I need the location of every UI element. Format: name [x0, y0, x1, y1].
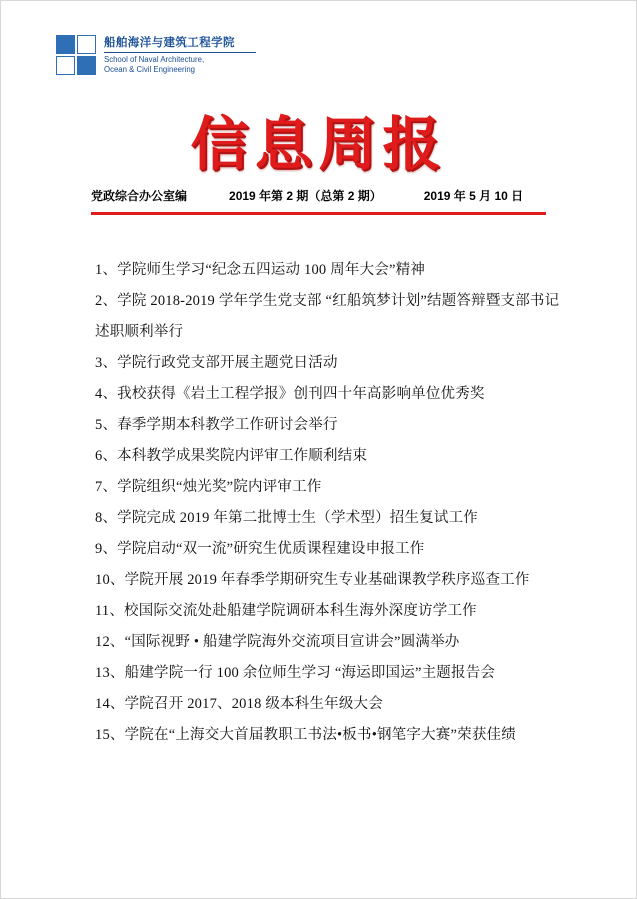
list-item: 9、学院启动“双一流”研究生优质课程建设申报工作 [95, 541, 425, 557]
four-square-logo-icon [56, 35, 96, 75]
list-item: 13、船建学院一行 100 余位师生学习 “海运即国运”主题报告会 [95, 665, 496, 681]
list-item: 10、学院开展 2019 年春季学期研究生专业基础课教学秩序巡查工作 [95, 572, 530, 588]
page-title: 信息周报 [190, 110, 447, 178]
list-item: 14、学院召开 2017、2018 级本科生年级大会 [95, 696, 383, 712]
issue-department: 党政综合办公室编 [91, 189, 188, 203]
list-item: 12、“国际视野 • 船建学院海外交流项目宣讲会”圆满举办 [95, 634, 460, 650]
header-divider [91, 212, 546, 215]
logo-divider [104, 52, 256, 53]
institution-name-block [104, 35, 256, 74]
list-item: 7、学院组织“烛光奖”院内评审工作 [95, 479, 322, 495]
list-item: 8、学院完成 2019 年第二批博士生（学术型）招生复试工作 [95, 510, 478, 526]
list-item: 2、学院 2018-2019 学年学生党支部 “红船筑梦计划”结题答辩暨支部书记述职顺利举行 [95, 293, 560, 340]
issue-info-bar [91, 187, 546, 213]
list-item: 3、学院行政党支部开展主题党日活动 [95, 355, 338, 371]
contents-list [95, 255, 566, 751]
list-item: 1、学院师生学习“纪念五四运动 100 周年大会”精神 [95, 262, 426, 278]
institution-name-cn: 船舶海洋与建筑工程学院 [104, 37, 235, 49]
issue-date: 2019 年 5 月 10 日 [423, 189, 524, 203]
list-item: 5、春季学期本科教学工作研讨会举行 [95, 417, 338, 433]
issue-number: 2019 年第 2 期（总第 2 期） [229, 189, 382, 203]
institution-logo [56, 35, 256, 75]
list-item: 15、学院在“上海交大首届教职工书法•板书•钢笔字大赛”荣获佳绩 [95, 727, 516, 743]
list-item: 11、校国际交流处赴船建学院调研本科生海外深度访学工作 [95, 603, 477, 619]
institution-name-en-line1: School of Naval Architecture, [104, 55, 205, 64]
list-item: 4、我校获得《岩土工程学报》创刊四十年高影响单位优秀奖 [95, 386, 485, 402]
list-item: 6、本科教学成果奖院内评审工作顺利结束 [95, 448, 368, 464]
institution-name-en-line2: Ocean & Civil Engineering [104, 64, 196, 74]
